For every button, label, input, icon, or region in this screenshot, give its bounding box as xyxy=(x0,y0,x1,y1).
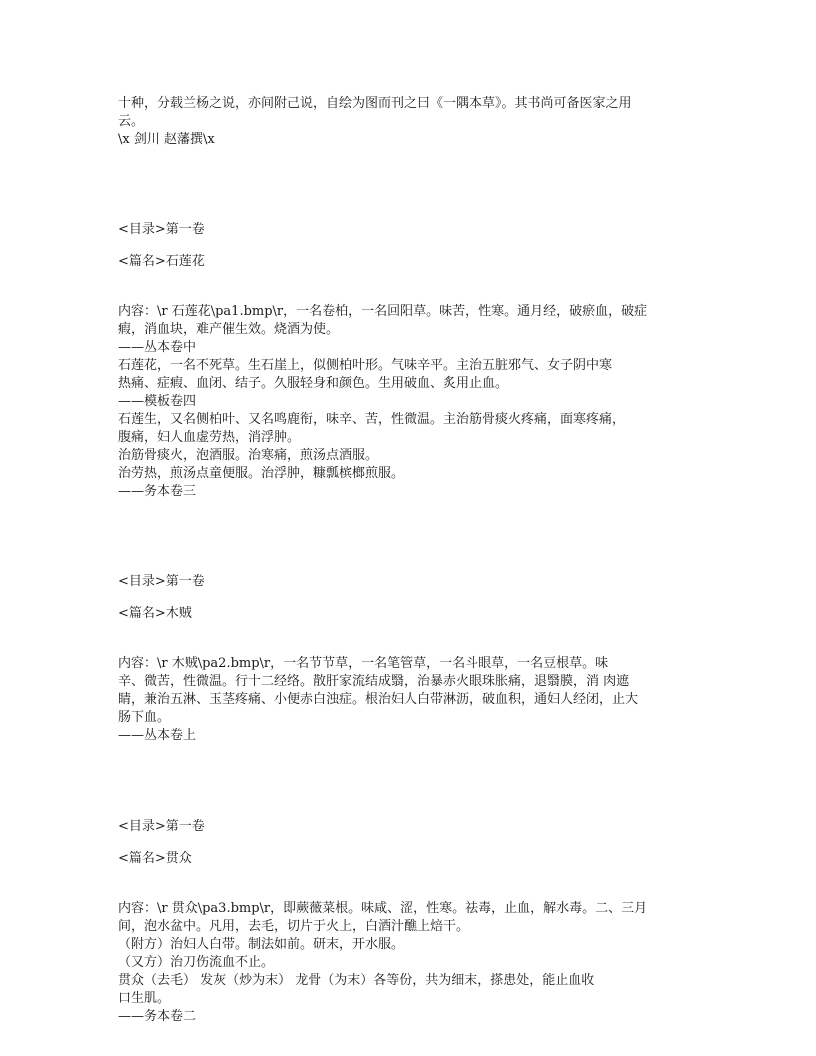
source-note: ——务本卷二 xyxy=(118,1009,197,1024)
content-line: （附方）治妇人白带。制法如前。研末，开水服。 xyxy=(118,937,405,952)
content-line: 肠下血。 xyxy=(118,710,171,725)
catalog-heading: <目录>第一卷 xyxy=(118,819,205,834)
content-line: 治筋骨痰火，泡酒服。治寒痛，煎汤点酒服。 xyxy=(118,448,379,463)
entry-title: <篇名>石莲花 xyxy=(118,254,205,269)
content-line: 石莲生，又名侧柏叶、又名鸣鹿衔，味辛、苦，性微温。主治筋骨痰火疼痛，面寒疼痛， xyxy=(118,412,626,427)
content-line: 内容：\r 木贼\pa2.bmp\r，一名节节草，一名笔管草，一名斗眼草，一名豆根草。味 xyxy=(118,656,609,671)
content-line: 间，泡水盆中。凡用，去毛，切片于火上，白酒汁醮上焙干。 xyxy=(118,919,470,934)
intro-block xyxy=(118,95,698,149)
content-line: （又方）治刀伤流血不止。 xyxy=(118,955,275,970)
catalog-heading: <目录>第一卷 xyxy=(118,574,205,589)
intro-line: 十种，分载兰杨之说，亦间附己说，自绘为图而刊之曰《一隅本草》。其书尚可备医家之用 xyxy=(118,96,632,111)
intro-line: 云。 xyxy=(118,114,145,129)
content-line: 睛，兼治五淋、玉茎疼痛、小便赤白浊症。根治妇人白带淋沥，破血积，通妇人经闭，止大 xyxy=(118,692,639,707)
document-page xyxy=(118,95,698,1026)
source-note: ——模板卷四 xyxy=(118,394,197,409)
content-line: 腹痛，妇人血虚劳热，消浮肿。 xyxy=(118,430,301,445)
entry-guanzhong xyxy=(118,818,698,1026)
content-line: 内容：\r 石莲花\pa1.bmp\r，一名卷柏，一名回阳草。味苦，性寒。通月经，破瘀血，破症 xyxy=(118,304,648,319)
content-line: 内容：\r 贯众\pa3.bmp\r，即蕨薇菜根。味咸、涩，性寒。祛毒，止血，解水毒。二、三月 xyxy=(118,901,648,916)
content-line: 治劳热，煎汤点童便服。治浮肿，糠瓢槟榔煎服。 xyxy=(118,466,405,481)
content-line: 热痛、症瘕、血闭、结子。久服轻身和颜色。生用破血、炙用止血。 xyxy=(118,376,509,391)
intro-line: \x 剑川 赵藩撰\x xyxy=(118,132,215,147)
catalog-heading: <目录>第一卷 xyxy=(118,222,205,237)
content-line: 瘕，消血块，难产催生效。烧酒为使。 xyxy=(118,322,340,337)
source-note: ——丛本卷上 xyxy=(118,728,197,743)
entry-shilianhua xyxy=(118,221,698,501)
source-note: ——丛本卷中 xyxy=(118,340,197,355)
content-line: 辛、微苦，性微温。行十二经络。散肝家流结成翳，治暴赤火眼珠胀痛，退翳膜，消 肉遮 xyxy=(118,674,630,689)
content-line: 口生肌。 xyxy=(118,991,171,1006)
entry-muzei xyxy=(118,573,698,745)
entry-title: <篇名>木贼 xyxy=(118,606,192,621)
content-line: 贯众（去毛） 发灰（炒为末） 龙骨（为末）各等份，共为细末，搽患处，能止血收 xyxy=(118,973,595,988)
source-note: ——务本卷三 xyxy=(118,484,197,499)
content-line: 石莲花，一名不死草。生石崖上，似侧柏叶形。气味辛平。主治五脏邪气、女子阴中寒 xyxy=(118,358,613,373)
entry-title: <篇名>贯众 xyxy=(118,851,192,866)
